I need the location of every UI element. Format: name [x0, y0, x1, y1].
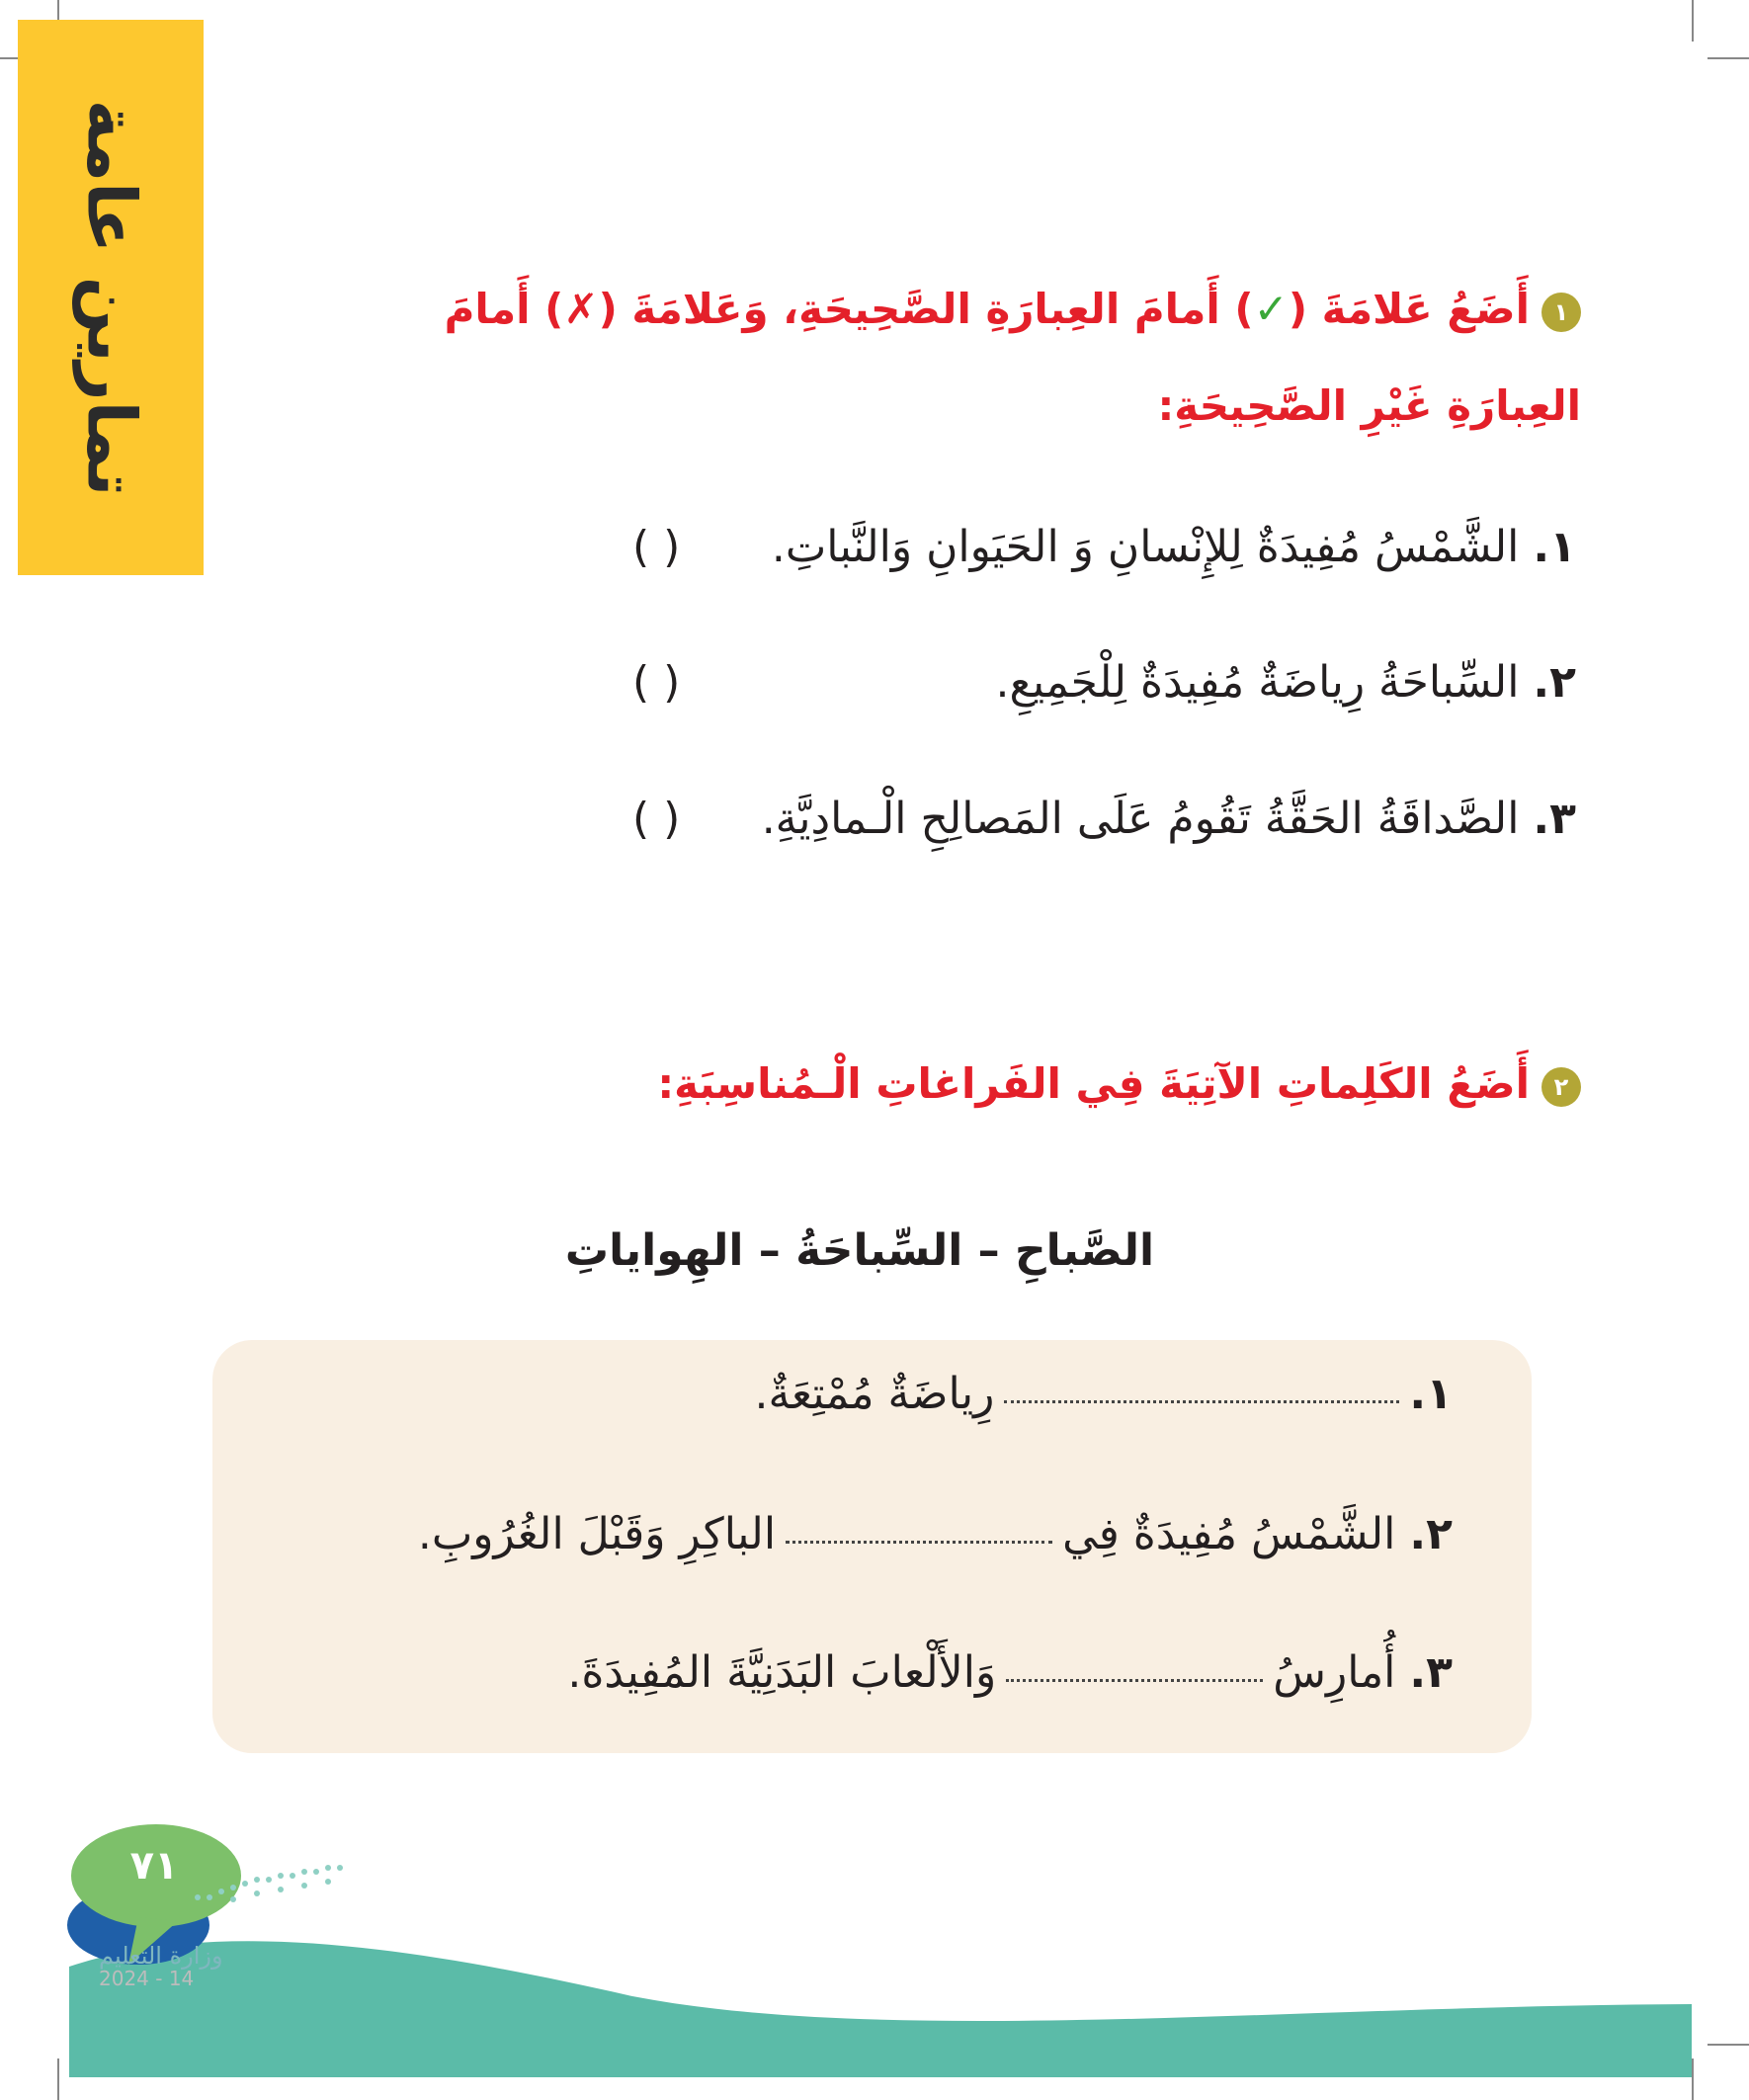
q1-instruction [395, 261, 1581, 455]
q1-instruction-part1: أَضَعُ عَلامَةَ ( [1288, 285, 1530, 333]
q2-item-2-number: ٢. [1409, 1509, 1453, 1559]
q1-answer-box-3[interactable]: ( ) [632, 794, 681, 844]
q2-blank-2[interactable] [786, 1531, 1052, 1544]
ministry-logo-icon [178, 1858, 356, 1917]
q2-item-1 [754, 1369, 1453, 1419]
q2-item-1-after: رِياضَةٌ مُمْتِعَةٌ. [754, 1369, 995, 1419]
q2-blank-1[interactable] [1004, 1390, 1399, 1403]
q1-item-1-number: ١. [1533, 522, 1576, 572]
q1-item-2-number: ٢. [1533, 657, 1576, 708]
q1-item-1-text: الشَّمْسُ مُفِيدَةٌ لِلإِنْسانِ وَ الحَيَوانِ وَالنَّباتِ. [771, 522, 1520, 572]
q2-item-3-number: ٣. [1409, 1647, 1453, 1698]
q1-instruction-part2: ) أَمامَ العِبارَةِ الصَّحِيحَةِ، وَعَلامَةَ ( [598, 285, 1254, 333]
q2-item-3-after: وَالأَلْعابَ البَدَنِيَّةَ المُفِيدَةَ. [567, 1647, 997, 1698]
q2-number-badge: ٢ [1541, 1067, 1581, 1107]
q2-item-3-before: أُمارِسُ [1273, 1647, 1396, 1698]
q2-item-1-number: ١. [1409, 1369, 1453, 1419]
q1-answer-box-2[interactable]: ( ) [632, 657, 681, 708]
check-icon: ✓ [1253, 285, 1289, 333]
q2-instruction [395, 1036, 1581, 1133]
crop-mark [1692, 0, 1694, 42]
ministry-watermark: وزارة التعليم [99, 1942, 223, 1970]
q1-item-3-number: ٣. [1533, 794, 1576, 844]
q2-item-2 [418, 1509, 1453, 1559]
q1-item-3 [762, 794, 1576, 844]
q2-blank-3[interactable] [1006, 1669, 1263, 1682]
q2-item-2-after: الباكِرِ وَقَبْلَ الغُرُوبِ. [417, 1509, 777, 1559]
q1-item-3-text: الصَّداقَةُ الحَقَّةُ تَقُومُ عَلَى المَصالِحِ الْـمادِيَّةِ. [761, 794, 1520, 844]
q1-item-1 [772, 522, 1576, 572]
ministry-watermark-year: 2024 - 14 [99, 1967, 195, 1990]
side-title-text: تمارين عامة [71, 99, 150, 496]
side-title [18, 20, 204, 575]
q2-instruction-text: أَضَعُ الكَلِماتِ الآتِيَةَ فِي الفَراغاتِ الْـمُناسِبَةِ: [657, 1059, 1530, 1108]
q1-item-2 [996, 657, 1577, 708]
q2-item-3 [567, 1647, 1453, 1698]
q1-answer-box-1[interactable]: ( ) [632, 522, 681, 572]
q1-item-2-text: السِّباحَةُ رِياضَةٌ مُفِيدَةٌ لِلْجَمِيعِ. [995, 657, 1520, 708]
q1-instruction-part3: ) أَمامَ العِبارَةِ غَيْرِ الصَّحِيحَةِ: [444, 285, 1581, 430]
word-bank: الصَّباحِ – السِّباحَةُ – الهِواياتِ [564, 1225, 1155, 1276]
q2-item-2-before: الشَّمْسُ مُفِيدَةٌ فِي [1062, 1509, 1396, 1559]
q1-number-badge: ١ [1541, 293, 1581, 332]
page-number: ٧١ [129, 1843, 179, 1889]
cross-icon: ✗ [563, 285, 599, 333]
crop-mark [1707, 57, 1749, 59]
